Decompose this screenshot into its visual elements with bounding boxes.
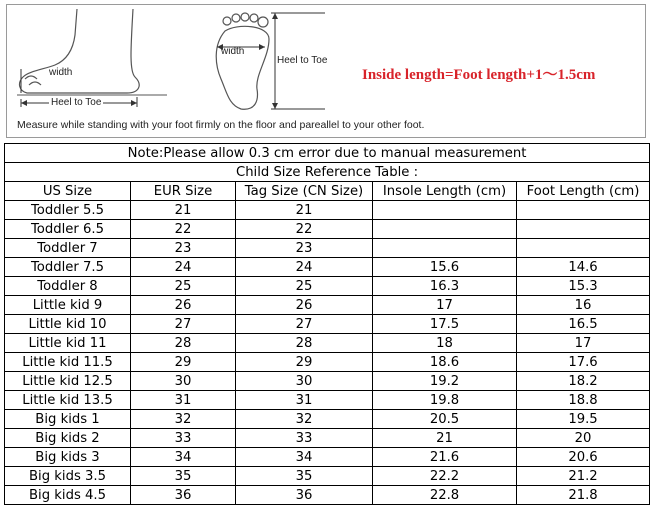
- cell-eur-size: 23: [131, 239, 236, 258]
- cell-us-size: Little kid 11: [5, 334, 131, 353]
- cell-us-size: Big kids 1: [5, 410, 131, 429]
- measure-instruction: Measure while standing with your foot firmly on the floor and pareallel to your other foot.: [17, 119, 425, 131]
- table-row: [5, 410, 650, 429]
- header-tag-size: Tag Size (CN Size): [236, 182, 373, 201]
- table-row: [5, 315, 650, 334]
- cell-insole-length: 17: [373, 296, 517, 315]
- cell-insole-length: 18: [373, 334, 517, 353]
- table-row: [5, 258, 650, 277]
- cell-insole-length: 20.5: [373, 410, 517, 429]
- inside-length-formula: Inside length=Foot length+1～1.5cm: [362, 67, 596, 83]
- top-heel-to-toe-label: Heel to Toe: [277, 55, 328, 66]
- cell-eur-size: 27: [131, 315, 236, 334]
- cell-eur-size: 33: [131, 429, 236, 448]
- cell-insole-length: [373, 239, 517, 258]
- table-row: [5, 239, 650, 258]
- cell-us-size: Toddler 6.5: [5, 220, 131, 239]
- cell-foot-length: 16.5: [517, 315, 650, 334]
- cell-eur-size: 32: [131, 410, 236, 429]
- cell-us-size: Toddler 5.5: [5, 201, 131, 220]
- cell-eur-size: 24: [131, 258, 236, 277]
- cell-tag-size: 25: [236, 277, 373, 296]
- top-width-label: width: [221, 46, 245, 57]
- cell-eur-size: 30: [131, 372, 236, 391]
- table-row: [5, 296, 650, 315]
- cell-eur-size: 21: [131, 201, 236, 220]
- table-title: Child Size Reference Table :: [5, 163, 650, 182]
- cell-us-size: Toddler 8: [5, 277, 131, 296]
- cell-insole-length: 22.2: [373, 467, 517, 486]
- cell-insole-length: 18.6: [373, 353, 517, 372]
- cell-eur-size: 31: [131, 391, 236, 410]
- cell-us-size: Little kid 10: [5, 315, 131, 334]
- cell-foot-length: 18.8: [517, 391, 650, 410]
- cell-tag-size: 31: [236, 391, 373, 410]
- table-title-row: [5, 163, 650, 182]
- cell-eur-size: 22: [131, 220, 236, 239]
- cell-foot-length: 20.6: [517, 448, 650, 467]
- cell-tag-size: 30: [236, 372, 373, 391]
- cell-tag-size: 21: [236, 201, 373, 220]
- table-row: [5, 277, 650, 296]
- top-foot-icon: [216, 13, 269, 109]
- cell-us-size: Big kids 4.5: [5, 486, 131, 505]
- table-row: [5, 467, 650, 486]
- cell-foot-length: 17.6: [517, 353, 650, 372]
- table-row: [5, 201, 650, 220]
- cell-foot-length: 14.6: [517, 258, 650, 277]
- cell-insole-length: 21: [373, 429, 517, 448]
- header-foot-length: Foot Length (cm): [517, 182, 650, 201]
- cell-eur-size: 29: [131, 353, 236, 372]
- cell-foot-length: 19.5: [517, 410, 650, 429]
- cell-tag-size: 22: [236, 220, 373, 239]
- cell-foot-length: 21.8: [517, 486, 650, 505]
- cell-us-size: Big kids 3: [5, 448, 131, 467]
- cell-insole-length: 19.2: [373, 372, 517, 391]
- cell-us-size: Toddler 7.5: [5, 258, 131, 277]
- cell-insole-length: 16.3: [373, 277, 517, 296]
- cell-foot-length: 16: [517, 296, 650, 315]
- cell-foot-length: [517, 239, 650, 258]
- table-row: [5, 391, 650, 410]
- cell-tag-size: 26: [236, 296, 373, 315]
- cell-tag-size: 34: [236, 448, 373, 467]
- cell-tag-size: 32: [236, 410, 373, 429]
- cell-us-size: Little kid 9: [5, 296, 131, 315]
- cell-us-size: Little kid 13.5: [5, 391, 131, 410]
- table-row: [5, 448, 650, 467]
- cell-tag-size: 27: [236, 315, 373, 334]
- cell-insole-length: [373, 201, 517, 220]
- cell-insole-length: 21.6: [373, 448, 517, 467]
- table-row: [5, 220, 650, 239]
- cell-tag-size: 28: [236, 334, 373, 353]
- cell-insole-length: [373, 220, 517, 239]
- cell-eur-size: 34: [131, 448, 236, 467]
- cell-insole-length: 17.5: [373, 315, 517, 334]
- cell-insole-length: 22.8: [373, 486, 517, 505]
- cell-eur-size: 35: [131, 467, 236, 486]
- table-row: [5, 353, 650, 372]
- header-us-size: US Size: [5, 182, 131, 201]
- cell-us-size: Big kids 2: [5, 429, 131, 448]
- table-row: [5, 334, 650, 353]
- cell-us-size: Toddler 7: [5, 239, 131, 258]
- cell-insole-length: 19.8: [373, 391, 517, 410]
- cell-foot-length: 21.2: [517, 467, 650, 486]
- cell-us-size: Little kid 12.5: [5, 372, 131, 391]
- cell-eur-size: 36: [131, 486, 236, 505]
- child-size-table: [4, 143, 650, 505]
- table-row: [5, 372, 650, 391]
- cell-tag-size: 36: [236, 486, 373, 505]
- measurement-guide-banner: [6, 4, 646, 138]
- table-row: [5, 429, 650, 448]
- side-foot-icon: [20, 9, 140, 93]
- cell-foot-length: 15.3: [517, 277, 650, 296]
- cell-tag-size: 33: [236, 429, 373, 448]
- cell-tag-size: 35: [236, 467, 373, 486]
- cell-tag-size: 23: [236, 239, 373, 258]
- cell-eur-size: 26: [131, 296, 236, 315]
- cell-us-size: Big kids 3.5: [5, 467, 131, 486]
- side-heel-to-toe-label: Heel to Toe: [51, 97, 102, 108]
- cell-tag-size: 29: [236, 353, 373, 372]
- cell-insole-length: 15.6: [373, 258, 517, 277]
- header-insole-length: Insole Length (cm): [373, 182, 517, 201]
- cell-eur-size: 25: [131, 277, 236, 296]
- cell-foot-length: 20: [517, 429, 650, 448]
- cell-foot-length: [517, 201, 650, 220]
- header-eur-size: EUR Size: [131, 182, 236, 201]
- table-note: Note:Please allow 0.3 cm error due to manual measurement: [5, 144, 650, 163]
- side-width-label: width: [49, 67, 73, 78]
- table-note-row: [5, 144, 650, 163]
- table-header-row: [5, 182, 650, 201]
- cell-us-size: Little kid 11.5: [5, 353, 131, 372]
- cell-eur-size: 28: [131, 334, 236, 353]
- cell-foot-length: [517, 220, 650, 239]
- cell-foot-length: 17: [517, 334, 650, 353]
- cell-tag-size: 24: [236, 258, 373, 277]
- cell-foot-length: 18.2: [517, 372, 650, 391]
- table-row: [5, 486, 650, 505]
